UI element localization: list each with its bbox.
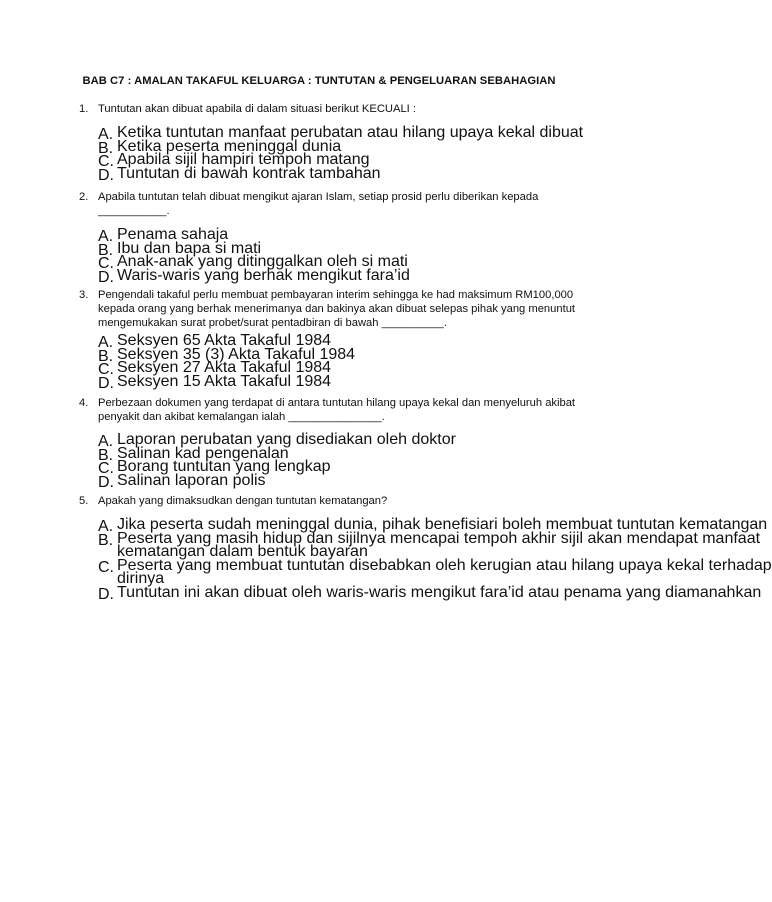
- option-b: [0, 529, 761, 560]
- option-text: Ibu dan bapa si mati: [117, 239, 262, 257]
- option-d: [0, 372, 638, 392]
- question-number: 4.: [79, 397, 89, 409]
- option-a: [0, 431, 638, 450]
- question-stem: [98, 288, 576, 330]
- option-letter: A.: [98, 126, 114, 143]
- option-a: [0, 226, 638, 245]
- option-letter: D.: [98, 268, 114, 286]
- option-letter: C.: [98, 255, 114, 272]
- question-1-options: [0, 124, 638, 184]
- option-text: dirinya: [117, 570, 165, 587]
- stem-line: Apabila tuntutan telah dibuat mengikut ajaran Islam, setiap prosid perlu diberikan kepada: [98, 191, 539, 203]
- option-d: [0, 583, 762, 603]
- stem-line: ___________.: [98, 205, 170, 217]
- option-letter: C.: [98, 361, 114, 378]
- option-letter: B.: [98, 347, 114, 365]
- stem-line: Tuntutan akan dibuat apabila di dalam situasi berikut KECUALI :: [98, 103, 416, 115]
- question-2-options: [0, 226, 638, 286]
- question-stem: [98, 396, 576, 424]
- question-stem: [98, 190, 568, 218]
- option-text: Seksyen 27 Akta Takaful 1984: [117, 359, 332, 376]
- stem-line: Apakah yang dimaksudkan dengan tuntutan kematangan?: [98, 495, 388, 507]
- option-text: Laporan perubatan yang disediakan oleh doktor: [117, 431, 456, 448]
- option-d: [0, 471, 638, 491]
- question-number: 5.: [79, 495, 89, 507]
- option-text: Waris-waris yang berhak mengikut fara’id: [117, 266, 410, 284]
- option-letter: C.: [98, 558, 114, 576]
- question-number: 3.: [79, 289, 89, 301]
- question-number: 2.: [79, 191, 89, 203]
- stem-line: mengemukakan surat probet/surat pentadbiran di bawah __________.: [98, 317, 447, 329]
- option-text: Tuntutan ini akan dibuat oleh waris-waris mengikut fara’id atau penama yang diamanahkan: [117, 583, 762, 601]
- option-c: [0, 458, 638, 477]
- option-d: [0, 164, 638, 184]
- option-letter: A.: [98, 334, 114, 351]
- option-letter: C.: [98, 460, 114, 477]
- question-3-options: [0, 332, 638, 392]
- option-text: Seksyen 15 Akta Takaful 1984: [117, 372, 332, 390]
- option-d: [0, 266, 638, 286]
- option-letter: D.: [98, 585, 114, 603]
- option-letter: A.: [98, 228, 114, 245]
- option-letter: B.: [98, 446, 114, 464]
- option-letter: D.: [98, 166, 114, 184]
- option-letter: C.: [98, 153, 114, 170]
- option-letter: B.: [98, 241, 114, 259]
- option-text: Salinan kad pengenalan: [117, 444, 289, 462]
- question-number: 1.: [79, 103, 89, 115]
- option-text: Salinan laporan polis: [117, 471, 266, 489]
- option-letter: A.: [98, 518, 114, 535]
- option-text: Borang tuntutan yang lengkap: [117, 458, 331, 475]
- option-letter: D.: [98, 473, 114, 491]
- stem-line: Perbezaan dokumen yang terdapat di antara tuntutan hilang upaya kekal dan menyeluruh akibat: [98, 397, 576, 409]
- option-text: Peserta yang membuat tuntutan disebabkan oleh kerugian atau hilang upaya kekal terhadap: [117, 556, 772, 574]
- option-letter: D.: [98, 374, 114, 392]
- option-text: Anak-anak yang ditinggalkan oleh si mati: [117, 253, 408, 270]
- option-c: [0, 556, 772, 587]
- stem-line: Pengendali takaful perlu membuat pembayaran interim sehingga ke had maksimum RM100,000: [98, 289, 574, 301]
- option-text: Peserta yang masih hidup dan sijilnya mencapai tempoh akhir sijil akan mendapat manfaat: [117, 529, 761, 547]
- stem-line: penyakit dan akibat kemalangan ialah _______________.: [98, 411, 385, 423]
- option-text: Ketika tuntutan manfaat perubatan atau hilang upaya kekal dibuat: [117, 124, 584, 141]
- option-text: Ketika peserta meninggal dunia: [117, 137, 342, 155]
- option-letter: A.: [98, 433, 114, 450]
- question-stem: [98, 494, 568, 508]
- option-text: Seksyen 35 (3) Akta Takaful 1984: [117, 345, 356, 363]
- option-text: Jika peserta sudah meninggal dunia, pihak benefisiari boleh membuat tuntutan kematangan: [117, 516, 768, 533]
- option-text: Apabila sijil hampiri tempoh matang: [117, 151, 370, 168]
- question-4-options: [0, 431, 638, 491]
- option-text: Tuntutan di bawah kontrak tambahan: [117, 164, 381, 182]
- document-title: BAB C7 : AMALAN TAKAFUL KELUARGA : TUNTUTAN & PENGELUARAN SEBAHAGIAN: [82, 75, 556, 87]
- option-text: Seksyen 65 Akta Takaful 1984: [117, 332, 332, 349]
- stem-line: kepada orang yang berhak menerimanya dan bakinya akan dibuat selepas pihak yang menuntut: [98, 303, 576, 315]
- question-stem: [98, 102, 568, 116]
- option-text: Penama sahaja: [117, 226, 229, 243]
- option-letter: B.: [98, 531, 114, 549]
- option-letter: B.: [98, 139, 114, 157]
- question-5-options: [0, 516, 772, 603]
- option-text: kematangan dalam bentuk bayaran: [117, 543, 368, 560]
